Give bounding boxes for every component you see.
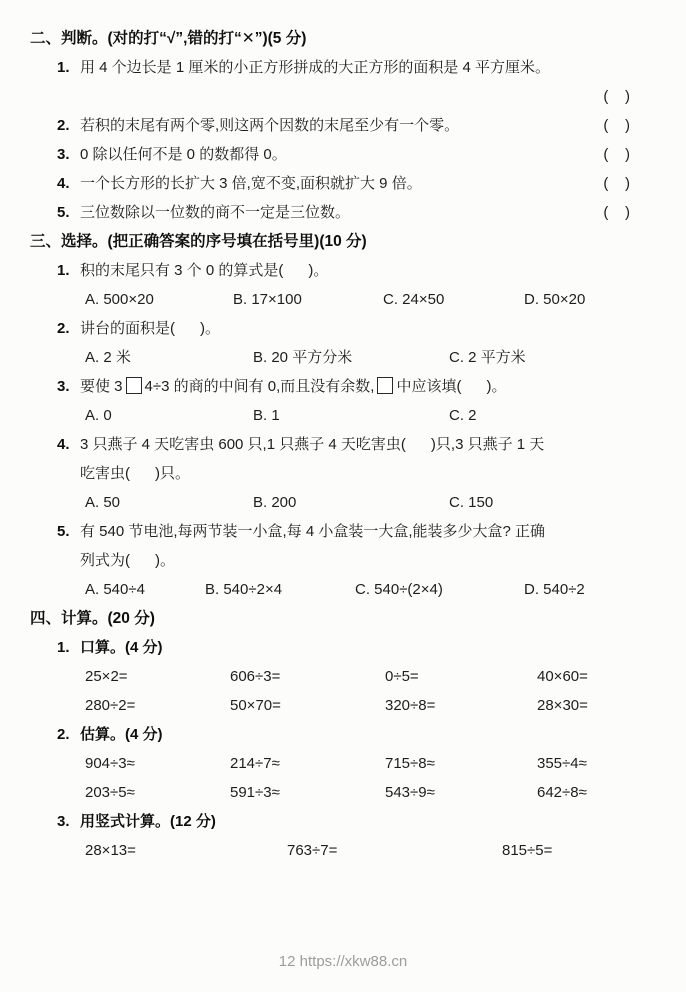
option: B. 17×100 [233,291,302,308]
judge-item [30,140,660,169]
page-footer: 12 https://xkw88.cn [278,953,408,970]
options-row [30,488,660,517]
option: A. 0 [85,407,112,424]
calc-expression: 815÷5= [502,842,553,859]
option: A. 540÷4 [85,581,145,598]
choice-item [30,256,660,314]
answer-bracket: ( ) [603,88,630,105]
calc-expression: 642÷8≈ [537,784,587,801]
calc-expression: 320÷8= [385,697,436,714]
calc-expression: 591÷3≈ [230,784,280,801]
choice-item [30,372,660,430]
calc-row [30,691,660,720]
item-number: 1. [57,639,70,656]
calc-expression: 25×2= [85,668,128,685]
judge-heading: 二、判断。(对的打“√”,错的打“✕”)(5 分) [30,30,307,47]
option: C. 2 平方米 [449,349,526,366]
option: A. 2 米 [85,349,131,366]
option: B. 200 [253,494,297,511]
item-number: 4. [57,436,70,453]
item-text: 有 540 节电池,每两节装一小盒,每 4 小盒装一大盒,能装多少大盒? 正确 [80,523,546,540]
answer-bracket: ( ) [603,117,630,134]
subsection-title: 用竖式计算。(12 分) [80,813,216,830]
item-number: 3. [57,378,70,395]
choice-heading: 三、选择。(把正确答案的序号填在括号里)(10 分) [30,233,367,250]
judge-item [30,198,660,227]
calc-expression: 50×70= [230,697,281,714]
blank-box [377,377,393,394]
calc-expression: 214÷7≈ [230,755,280,772]
item-text: 三位数除以一位数的商不一定是三位数。 [80,204,351,221]
option: D. 540÷2 [524,581,585,598]
item-text: 讲台的面积是( )。 [80,320,220,337]
calc-expression: 715÷8≈ [385,755,435,772]
item-text-continued: 吃害虫( )只。 [80,465,190,482]
option: B. 1 [253,407,280,424]
calc-expression: 904÷3≈ [85,755,135,772]
calc-expression: 280÷2= [85,697,136,714]
calc-expression: 543÷9≈ [385,784,435,801]
option: C. 540÷(2×4) [355,581,443,598]
section-choice [30,227,660,604]
calc-expression: 763÷7= [287,842,338,859]
calc-row [30,749,660,778]
calc-expression: 0÷5= [385,668,419,685]
item-text: 一个长方形的长扩大 3 倍,宽不变,面积就扩大 9 倍。 [80,175,422,192]
option: A. 50 [85,494,121,511]
calc-row [30,662,660,691]
item-number: 1. [57,262,70,279]
item-number: 5. [57,523,70,540]
item-text: 用 4 个边长是 1 厘米的小正方形拼成的大正方形的面积是 4 平方厘米。 [80,59,551,76]
item-text-part: 要使 3 [80,378,123,395]
option: C. 2 [449,407,477,424]
options-row [30,343,660,372]
choice-item [30,430,660,517]
answer-bracket: ( ) [603,175,630,192]
judge-item [30,111,660,140]
item-number: 2. [57,320,70,337]
item-text-part: 4÷3 的商的中间有 0,而且没有余数, [144,378,375,395]
item-number: 2. [57,117,70,134]
item-number: 3. [57,146,70,163]
options-row [30,285,660,314]
option: C. 24×50 [383,291,445,308]
item-number: 5. [57,204,70,221]
calc-vertical [30,807,660,865]
item-text-part: 中应该填( )。 [396,378,507,395]
item-number: 4. [57,175,70,192]
subsection-title: 估算。(4 分) [80,726,163,743]
calc-estimate [30,720,660,807]
calc-expression: 203÷5≈ [85,784,135,801]
item-number: 3. [57,813,70,830]
option: D. 50×20 [524,291,586,308]
calc-row [30,836,660,865]
item-number: 2. [57,726,70,743]
item-text-continued: 列式为( )。 [80,552,175,569]
calc-expression: 28×30= [537,697,588,714]
options-row [30,401,660,430]
calc-oral [30,633,660,720]
answer-bracket: ( ) [603,146,630,163]
calc-expression: 28×13= [85,842,136,859]
item-text: 若积的末尾有两个零,则这两个因数的末尾至少有一个零。 [80,117,460,134]
calc-row [30,778,660,807]
item-text: 积的末尾只有 3 个 0 的算式是( )。 [80,262,329,279]
judge-item [30,53,660,111]
option: C. 150 [449,494,494,511]
option: B. 540÷2×4 [205,581,283,598]
option: A. 500×20 [85,291,154,308]
choice-item [30,517,660,604]
judge-item [30,169,660,198]
calc-expression: 40×60= [537,668,588,685]
item-text: 3 只燕子 4 天吃害虫 600 只,1 只燕子 4 天吃害虫( )只,3 只燕子 1 天 [80,436,545,453]
item-number: 1. [57,59,70,76]
section-judge [30,24,660,227]
item-text: 0 除以任何不是 0 的数都得 0。 [80,146,287,163]
calc-expression: 355÷4≈ [537,755,587,772]
answer-bracket: ( ) [603,204,630,221]
option: B. 20 平方分米 [253,349,353,366]
subsection-title: 口算。(4 分) [80,639,163,656]
options-row [30,575,660,604]
section-calc [30,604,660,865]
choice-item [30,314,660,372]
calc-expression: 606÷3= [230,668,281,685]
blank-box [126,377,142,394]
item-text [80,372,506,401]
calc-heading: 四、计算。(20 分) [30,610,155,627]
